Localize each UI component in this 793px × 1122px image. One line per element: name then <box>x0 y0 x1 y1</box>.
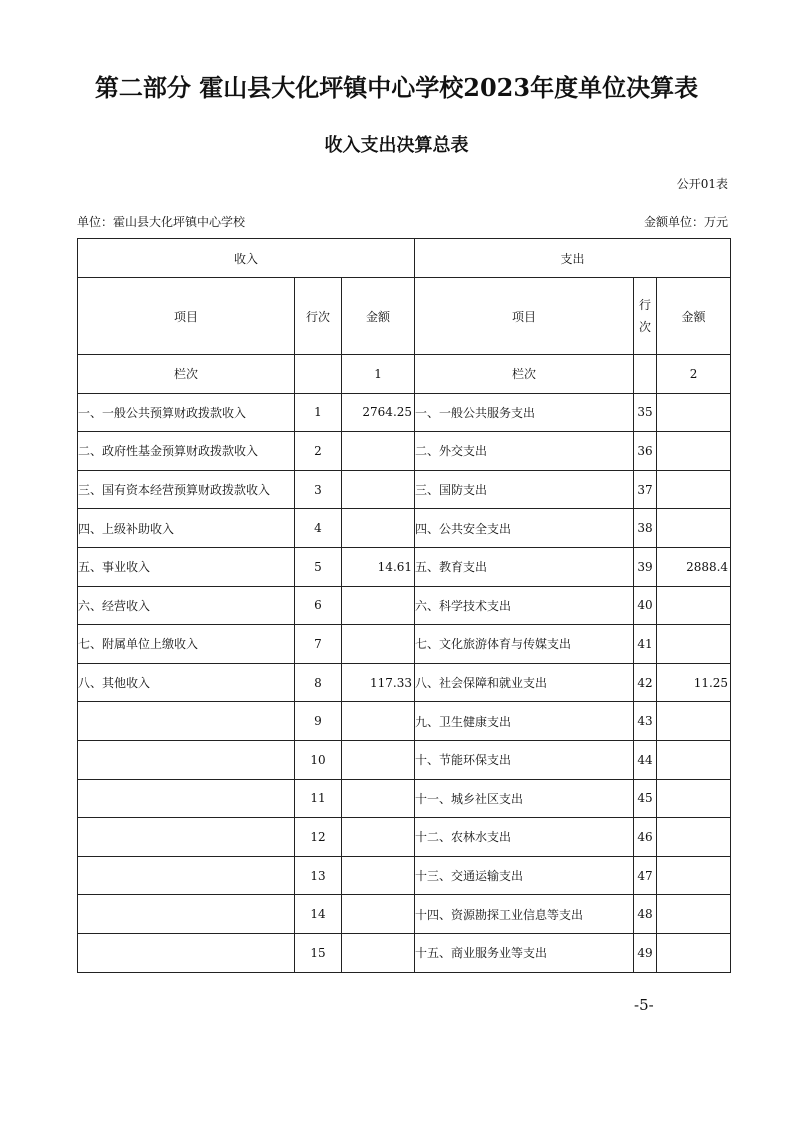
income-amount-cell <box>342 432 415 471</box>
section-header-row <box>78 239 731 278</box>
income-amount-cell <box>342 509 415 548</box>
expense-item-cell: 十三、交通运输支出 <box>415 856 634 895</box>
expense-amount-header: 金额 <box>657 278 731 355</box>
income-lanci-line <box>295 355 342 394</box>
expense-amount-cell <box>657 625 731 664</box>
expense-item-cell: 十一、城乡社区支出 <box>415 779 634 818</box>
expense-amount-cell <box>657 818 731 857</box>
expense-line-cell: 39 <box>634 547 657 586</box>
lanci-row <box>78 355 731 394</box>
income-item-cell <box>78 779 295 818</box>
expense-line-header <box>634 278 657 355</box>
income-line-cell: 11 <box>295 779 342 818</box>
table-row <box>78 895 731 934</box>
expense-line-cell: 35 <box>634 393 657 432</box>
expense-amount-cell <box>657 393 731 432</box>
expense-item-cell: 六、科学技术支出 <box>415 586 634 625</box>
income-expense-table <box>77 238 731 973</box>
income-amount-cell: 2764.25 <box>342 393 415 432</box>
table-title: 收入支出决算总表 <box>324 135 469 156</box>
income-line-cell: 6 <box>295 586 342 625</box>
income-line-cell: 12 <box>295 818 342 857</box>
expense-item-cell: 八、社会保障和就业支出 <box>415 663 634 702</box>
expense-line-cell: 49 <box>634 933 657 972</box>
income-line-cell: 13 <box>295 856 342 895</box>
table-code: 公开01表 <box>676 177 728 191</box>
expense-amount-cell <box>657 470 731 509</box>
table-row <box>78 702 731 741</box>
expense-line-cell: 44 <box>634 740 657 779</box>
expense-line-cell: 40 <box>634 586 657 625</box>
income-line-cell: 2 <box>295 432 342 471</box>
table-row <box>78 509 731 548</box>
expense-amount-cell <box>657 586 731 625</box>
expense-item-cell: 九、卫生健康支出 <box>415 702 634 741</box>
expense-line-cell: 37 <box>634 470 657 509</box>
income-line-cell: 15 <box>295 933 342 972</box>
income-amount-cell <box>342 740 415 779</box>
income-item-cell: 一、一般公共预算财政拨款收入 <box>78 393 295 432</box>
expense-line-cell: 41 <box>634 625 657 664</box>
income-item-cell: 三、国有资本经营预算财政拨款收入 <box>78 470 295 509</box>
income-line-cell: 3 <box>295 470 342 509</box>
income-item-cell <box>78 740 295 779</box>
income-item-header: 项目 <box>78 278 295 355</box>
expense-amount-cell <box>657 895 731 934</box>
income-line-cell: 5 <box>295 547 342 586</box>
table-row <box>78 779 731 818</box>
income-amount-cell <box>342 933 415 972</box>
expense-amount-cell <box>657 933 731 972</box>
meta-row <box>77 213 728 230</box>
expense-item-cell: 一、一般公共服务支出 <box>415 393 634 432</box>
table-row <box>78 856 731 895</box>
amount-unit: 金额单位：万元 <box>643 215 728 229</box>
income-amount-header: 金额 <box>342 278 415 355</box>
income-amount-cell <box>342 586 415 625</box>
income-amount-cell <box>342 779 415 818</box>
page-title: 第二部分 霍山县大化坪镇中心学校2023年度单位决算表 <box>94 73 699 102</box>
expense-line-header-char2: 次 <box>639 320 652 334</box>
income-amount-cell: 14.61 <box>342 547 415 586</box>
expense-amount-cell: 2888.4 <box>657 547 731 586</box>
table-row <box>78 547 731 586</box>
expense-amount-cell <box>657 432 731 471</box>
expense-amount-cell <box>657 509 731 548</box>
expense-item-cell: 十二、农林水支出 <box>415 818 634 857</box>
table-row <box>78 663 731 702</box>
expense-item-cell: 七、文化旅游体育与传媒支出 <box>415 625 634 664</box>
income-amount-cell <box>342 702 415 741</box>
income-line-cell: 8 <box>295 663 342 702</box>
income-line-cell: 4 <box>295 509 342 548</box>
expense-amount-cell <box>657 740 731 779</box>
income-amount-cell <box>342 895 415 934</box>
income-line-cell: 14 <box>295 895 342 934</box>
table-row <box>78 740 731 779</box>
income-lanci-amount: 1 <box>342 355 415 394</box>
table-row <box>78 933 731 972</box>
expense-item-header: 项目 <box>415 278 634 355</box>
income-item-cell <box>78 933 295 972</box>
unit-label: 单位：霍山县大化坪镇中心学校 <box>77 215 246 229</box>
expense-line-cell: 43 <box>634 702 657 741</box>
income-item-cell <box>78 895 295 934</box>
expense-item-cell: 十四、资源勘探工业信息等支出 <box>415 895 634 934</box>
expense-line-cell: 47 <box>634 856 657 895</box>
income-item-cell: 六、经营收入 <box>78 586 295 625</box>
expense-line-cell: 48 <box>634 895 657 934</box>
section-expense: 支出 <box>415 239 731 278</box>
expense-lanci-amount: 2 <box>657 355 731 394</box>
page-number: -5- <box>634 996 654 1014</box>
expense-item-cell: 十五、商业服务业等支出 <box>415 933 634 972</box>
table-row <box>78 393 731 432</box>
expense-line-cell: 46 <box>634 818 657 857</box>
income-line-cell: 1 <box>295 393 342 432</box>
expense-item-cell: 四、公共安全支出 <box>415 509 634 548</box>
income-line-cell: 10 <box>295 740 342 779</box>
expense-item-cell: 三、国防支出 <box>415 470 634 509</box>
income-item-cell <box>78 856 295 895</box>
income-amount-cell <box>342 625 415 664</box>
expense-amount-cell: 11.25 <box>657 663 731 702</box>
income-item-cell: 四、上级补助收入 <box>78 509 295 548</box>
expense-lanci-line <box>634 355 657 394</box>
income-item-cell <box>78 702 295 741</box>
income-line-header: 行次 <box>295 278 342 355</box>
income-item-cell: 八、其他收入 <box>78 663 295 702</box>
column-header-row <box>78 278 731 355</box>
income-amount-cell <box>342 818 415 857</box>
expense-amount-cell <box>657 702 731 741</box>
expense-line-cell: 45 <box>634 779 657 818</box>
income-item-cell: 二、政府性基金预算财政拨款收入 <box>78 432 295 471</box>
expense-line-cell: 42 <box>634 663 657 702</box>
expense-item-cell: 五、教育支出 <box>415 547 634 586</box>
income-amount-cell: 117.33 <box>342 663 415 702</box>
table-row <box>78 625 731 664</box>
table-row <box>78 470 731 509</box>
expense-item-cell: 二、外交支出 <box>415 432 634 471</box>
income-lanci-label: 栏次 <box>78 355 295 394</box>
income-item-cell <box>78 818 295 857</box>
expense-lanci-label: 栏次 <box>415 355 634 394</box>
income-line-cell: 7 <box>295 625 342 664</box>
income-amount-cell <box>342 856 415 895</box>
table-row <box>78 432 731 471</box>
expense-amount-cell <box>657 856 731 895</box>
expense-line-header-char1: 行 <box>639 298 652 312</box>
section-income: 收入 <box>78 239 415 278</box>
table-row <box>78 586 731 625</box>
expense-amount-cell <box>657 779 731 818</box>
table-row <box>78 818 731 857</box>
income-item-cell: 七、附属单位上缴收入 <box>78 625 295 664</box>
income-amount-cell <box>342 470 415 509</box>
expense-line-cell: 36 <box>634 432 657 471</box>
income-item-cell: 五、事业收入 <box>78 547 295 586</box>
income-line-cell: 9 <box>295 702 342 741</box>
expense-line-cell: 38 <box>634 509 657 548</box>
expense-item-cell: 十、节能环保支出 <box>415 740 634 779</box>
